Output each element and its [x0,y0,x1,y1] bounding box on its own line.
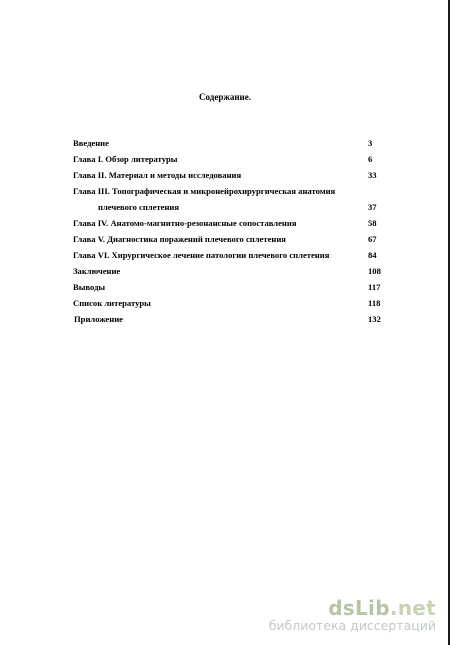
toc-entry-label: Глава I. Обзор литературы [73,154,178,164]
toc-entry-chapter-3 [0,186,450,200]
toc-entry-conclusion [0,266,450,280]
toc-entry-label: плечевого сплетения [98,202,180,212]
toc-entry-page: 6 [368,154,373,164]
toc-entry-label: Заключение [73,266,121,276]
toc-entry-introduction [0,138,450,152]
toc-entry-label: Выводы [73,282,106,292]
toc-entry-page: 118 [368,298,381,308]
toc-entry-chapter-3-cont [0,202,450,216]
toc-entry-page: 58 [368,218,377,228]
toc-entry-label: Введение [73,138,109,148]
toc-entry-page: 108 [368,266,381,276]
toc-entry-findings [0,282,450,296]
watermark-subtitle: библиотека диссертаций [268,618,436,633]
toc-entry-page: 37 [368,202,377,212]
toc-entry-chapter-4 [0,218,450,232]
toc-entry-label: Приложение [74,314,123,324]
watermark-logo [236,596,436,620]
toc-entry-label: Глава IV. Анатомо-магнитно-резонансные сопоставления [73,218,297,228]
toc-entry-chapter-1 [0,154,450,168]
toc-entry-page: 67 [368,234,377,244]
toc-entry-chapter-2 [0,170,450,184]
toc-entry-page: 3 [368,138,373,148]
toc-entry-chapter-5 [0,234,450,248]
toc-entry-page: 132 [368,314,381,324]
watermark-logo-main: dsLib [328,596,390,620]
toc-entry-appendix [0,314,450,328]
toc-entry-label: Глава III. Топографическая и микронейрохирургическая анатомия [73,186,336,196]
watermark-logo-suffix: .net [389,596,436,620]
toc-entry-page: 84 [368,250,377,260]
toc-entry-label: Глава VI. Хирургическое лечение патологии плечевого сплетения [73,250,330,260]
toc-entry-page: 33 [368,170,377,180]
toc-entry-label: Глава V. Диагностика поражений плечевого сплетения [73,234,286,244]
toc-entry-references [0,298,450,312]
toc-entry-label: Список литературы [73,298,151,308]
dslib-watermark [236,596,436,633]
toc-entry-chapter-6 [0,250,450,264]
toc-entry-label: Глава II. Материал и методы исследования [73,170,242,180]
page-title: Содержание. [199,92,251,102]
toc-entry-page: 117 [368,282,381,292]
